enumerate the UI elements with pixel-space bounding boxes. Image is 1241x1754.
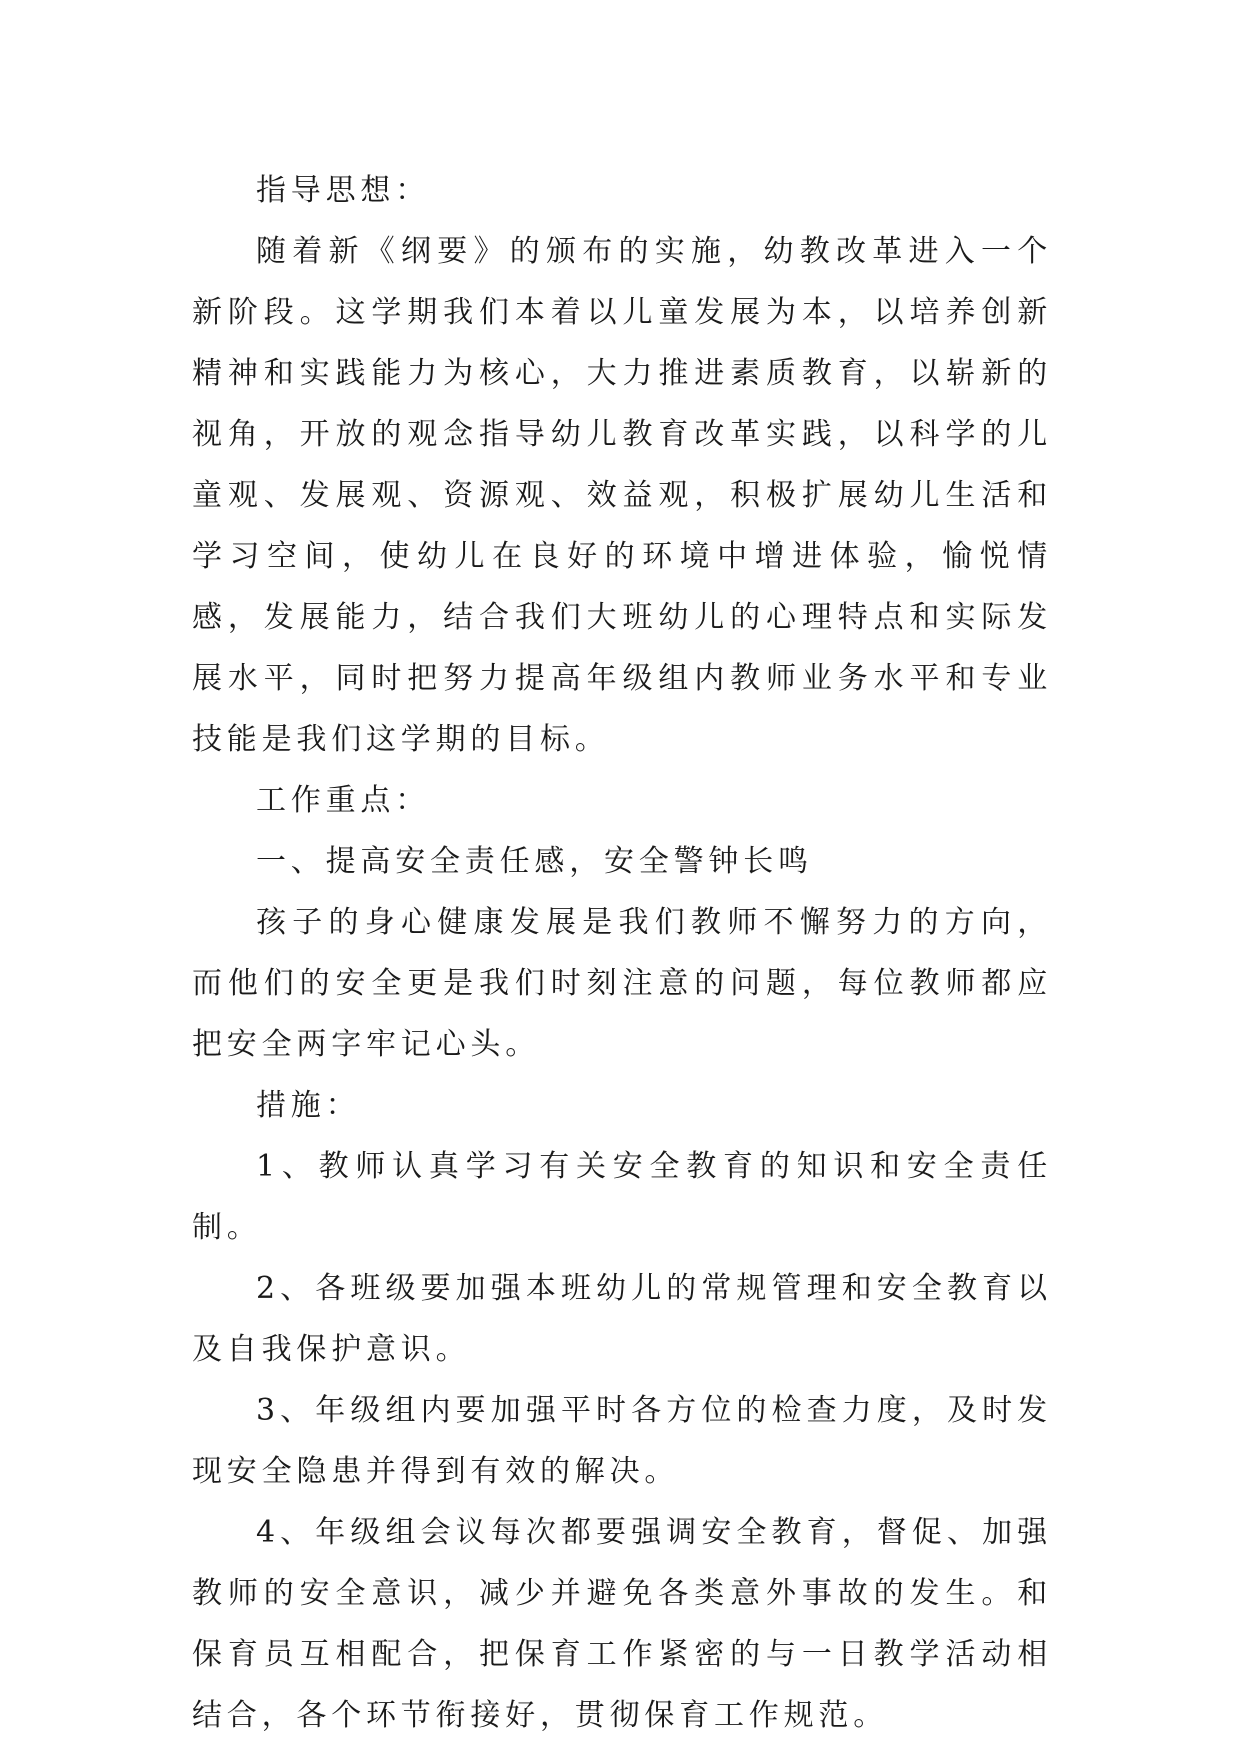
measure-item-3: 3、年级组内要加强平时各方位的检查力度，及时发现安全隐患并得到有效的解决。 [192, 1393, 1052, 1489]
heading-safety: 一、提高安全责任感，安全警钟长鸣 [256, 844, 813, 879]
heading-measures: 措施： [256, 1088, 361, 1123]
document-body [192, 160, 1052, 1746]
heading-guiding-ideology: 指导思想： [256, 173, 430, 208]
paragraph-guiding-ideology: 随着新《纲要》的颁布的实施，幼教改革进入一个新阶段。这学期我们本着以儿童发展为本，以培养创新精神和实践能力为核心，大力推进素质教育，以崭新的视角，开放的观念指导幼儿教育改革实践，以科学的儿童观、发展观、资源观、效益观，积极扩展幼儿生活和学习空间，使幼儿在良好的环境中增进体验，愉悦情感，发展能力，结合我们大班幼儿的心理特点和实际发展水平，同时把努力提高年级组内教师业务水平和专业技能是我们这学期的目标。 [192, 234, 1052, 757]
measure-item-2: 2、各班级要加强本班幼儿的常规管理和安全教育以及自我保护意识。 [192, 1271, 1052, 1367]
heading-work-focus: 工作重点： [256, 783, 430, 818]
measure-item-1: 1、教师认真学习有关安全教育的知识和安全责任制。 [192, 1149, 1052, 1245]
paragraph-safety: 孩子的身心健康发展是我们教师不懈努力的方向，而他们的安全更是我们时刻注意的问题，每位教师都应把安全两字牢记心头。 [192, 905, 1052, 1062]
measure-item-4: 4、年级组会议每次都要强调安全教育，督促、加强教师的安全意识，减少并避免各类意外事故的发生。和保育员互相配合，把保育工作紧密的与一日教学活动相结合，各个环节衔接好，贯彻保育工作规范。 [192, 1515, 1052, 1733]
